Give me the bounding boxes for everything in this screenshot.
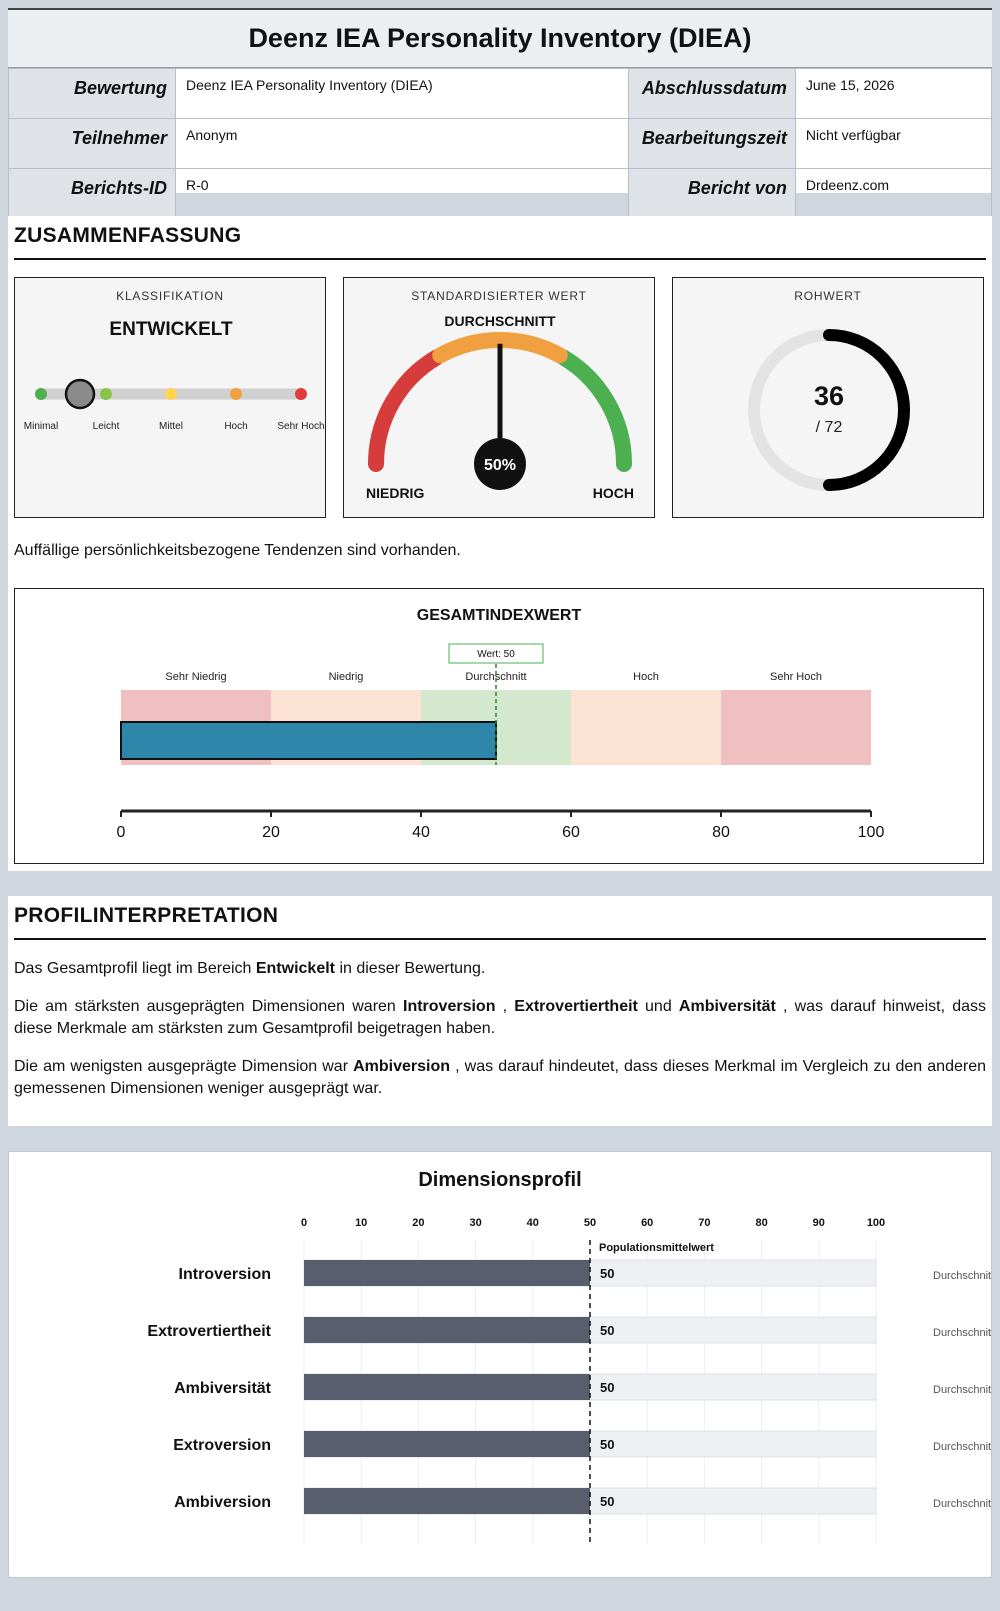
raw-score-title: ROHWERT [794,289,862,303]
info-value: Drdeenz.com [795,169,991,219]
classification-card [14,277,326,518]
range-band [571,690,721,765]
raw-score-ring [673,302,985,517]
scale-level-label: Leicht [92,421,120,432]
gauge-high-arc [563,357,624,464]
report-title: Deenz IEA Personality Inventory (DIEA) [8,10,992,68]
interpretation-paragraph: Die am stärksten ausgeprägten Dimensionen waren Introversion , Extrovertiertheit und Ambiversität , was darauf hinweist, dass diese Merkmale am stärksten zum Gesamtprofil beigetragen haben. [14,998,986,1037]
interpretation-heading: PROFILINTERPRETATION [14,896,986,940]
info-label: Abschlussdatum [628,69,795,119]
chart-title: GESAMTINDEXWERT [416,607,582,624]
info-value: R-0 [176,169,629,219]
range-band [721,690,871,765]
range-band-label: Niedrig [328,671,364,683]
gauge-label: DURCHSCHNITT [444,313,556,329]
dimension-level-label: Durchschnitt [933,1441,991,1453]
dimension-label: Ambiversion [174,1494,271,1511]
info-row [9,119,992,169]
standardized-gauge [344,302,656,517]
x-axis-tick-label: 90 [812,1217,825,1229]
range-band-label: Durchschnitt [465,671,527,683]
info-value: June 15, 2026 [795,69,991,119]
x-axis-tick-label: 30 [469,1217,482,1229]
dimension-bar [304,1488,590,1514]
scale-marker [66,380,94,408]
dimension-value: 50 [600,1380,615,1395]
scale-level-label: Minimal [23,421,59,432]
raw-score-max: / 72 [815,419,843,436]
x-axis-tick-label: 80 [712,824,730,841]
range-band-label: Sehr Hoch [770,671,822,683]
dimension-bar [304,1260,590,1286]
scale-level-label: Sehr Hoch [277,421,325,432]
raw-score-card [672,277,984,518]
x-axis-tick-label: 100 [857,824,885,841]
info-label: Bericht von [628,169,795,219]
summary-text: Auffällige persönlichkeitsbezogene Tendenzen sind vorhanden. [14,542,461,559]
classification-title: KLASSIFIKATION [116,289,224,303]
range-band-label: Hoch [633,671,659,683]
scale-level-dot [100,388,112,400]
dimension-profile-chart [9,1152,991,1577]
dimension-label: Extroversion [173,1437,271,1454]
range-band-label: Sehr Niedrig [165,671,227,683]
dimension-bar [304,1431,590,1457]
dimension-label: Extrovertiertheit [147,1323,271,1340]
dimension-level-label: Durchschnitt [933,1327,991,1339]
scale-level-dot [230,388,242,400]
standardized-card [343,277,655,518]
score-annotation: Wert: 50 [477,649,515,660]
x-axis-tick-label: 40 [412,824,430,841]
dimension-value: 50 [600,1323,615,1338]
x-axis-tick-label: 0 [116,824,126,841]
info-label: Berichts-ID [9,169,176,219]
x-axis-tick-label: 20 [262,824,280,841]
report-header [8,8,992,198]
chart-title: Dimensionsprofil [418,1169,582,1191]
dimension-level-label: Durchschnitt [933,1270,991,1282]
dimension-value: 50 [600,1494,615,1509]
gauge-low-arc [376,357,437,464]
info-label: Bewertung [9,69,176,119]
gauge-high-label: HOCH [592,485,634,501]
dimension-level-label: Durchschnitt [933,1384,991,1396]
classification-scale [15,302,327,517]
info-row [9,169,992,219]
dimension-label: Ambiversität [174,1380,271,1397]
scale-level-dot [35,388,47,400]
dimension-bar [304,1374,590,1400]
info-row [9,69,992,119]
scale-level-dot [165,388,177,400]
info-value: Nicht verfügbar [795,119,991,169]
interpretation-paragraph: Das Gesamtprofil liegt im Bereich Entwickelt in dieser Bewertung. [14,960,486,977]
info-value: Anonym [176,119,629,169]
dimension-label: Introversion [178,1266,271,1283]
x-axis-tick-label: 0 [300,1217,308,1229]
interpretation-paragraph: Die am wenigsten ausgeprägte Dimension war Ambiversion , was darauf hindeutet, dass dieses Merkmal im Vergleich zu den anderen gemessenen Dimensionen weniger ausgeprägt war. [14,1058,987,1097]
scale-level-label: Hoch [224,421,248,432]
x-axis-tick-label: 40 [526,1217,539,1229]
gauge-percent: 50% [483,457,517,474]
classification-value: ENTWICKELT [109,319,233,340]
x-axis-tick-label: 20 [412,1217,425,1229]
x-axis-tick-label: 60 [562,824,580,841]
x-axis-tick-label: 80 [755,1217,768,1229]
dimension-value: 50 [600,1437,615,1452]
x-axis-tick-label: 60 [641,1217,654,1229]
overall-index-chart [14,588,984,864]
scale-level-dot [295,388,307,400]
summary-heading: ZUSAMMENFASSUNG [14,216,986,260]
dimension-level-label: Durchschnitt [933,1498,991,1510]
info-label: Teilnehmer [9,119,176,169]
x-axis-tick-label: 100 [866,1217,886,1229]
x-axis-tick-label: 10 [355,1217,368,1229]
summary-section [8,216,992,871]
info-label: Bearbeitungszeit [628,119,795,169]
score-bar [121,722,496,759]
info-value: Deenz IEA Personality Inventory (DIEA) [176,69,629,119]
scale-level-label: Mittel [159,421,183,432]
standardized-title: STANDARDISIERTER WERT [411,289,587,303]
report-info-table [8,68,992,219]
x-axis-tick-label: 50 [583,1217,597,1229]
overall-index-svg [15,589,983,863]
dimension-profile-section [8,1151,992,1578]
dimension-value: 50 [600,1266,615,1281]
gauge-low-label: NIEDRIG [366,485,425,501]
reference-label: Populationsmittelwert [599,1242,714,1254]
interpretation-section [8,896,992,1126]
raw-score-value: 36 [813,381,845,411]
x-axis-tick-label: 70 [698,1217,711,1229]
dimension-bar [304,1317,590,1343]
